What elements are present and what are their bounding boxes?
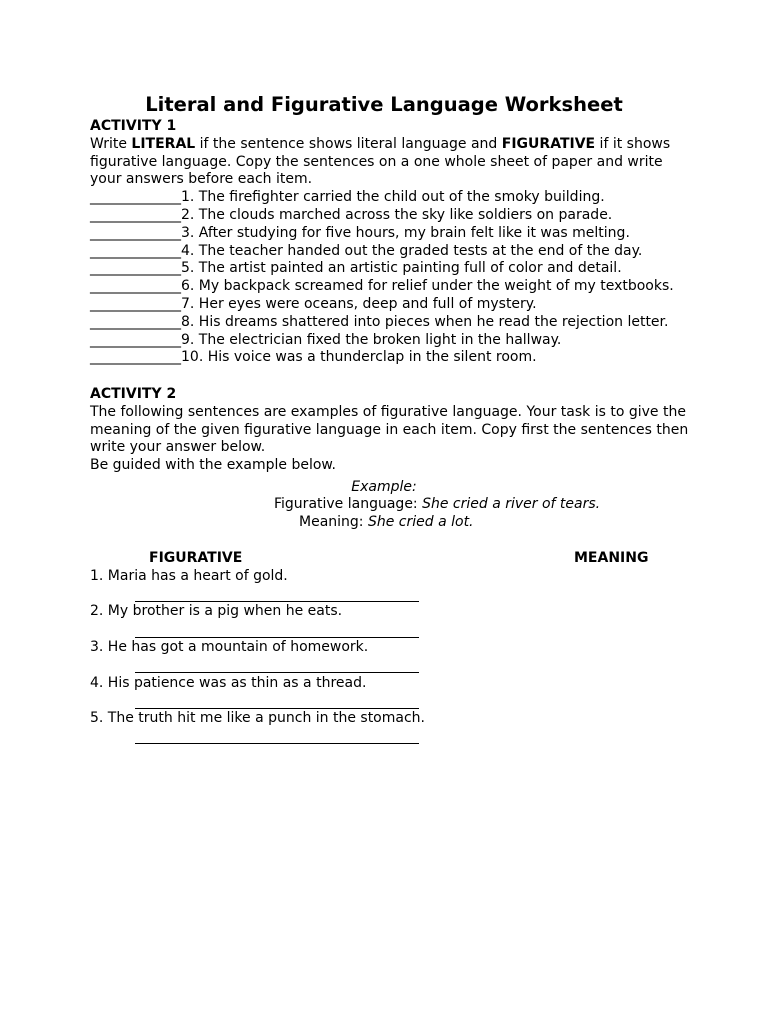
answer-blank: _____________	[90, 349, 181, 366]
activity-2-heading: ACTIVITY 2	[90, 386, 177, 402]
activity-2-item: 4. His patience was as thin as a thread.	[90, 675, 367, 691]
item-sentence: 4. The teacher handed out the graded tests at the end of the day.	[181, 242, 643, 259]
literal-keyword: LITERAL	[131, 135, 196, 152]
example-label: Example:	[351, 479, 417, 495]
activity-2-instructions: The following sentences are examples of figurative language. Your task is to give the meaning of the given figurative language in each item. Copy first the sentences then write your answer below.	[90, 403, 689, 456]
activity-1-item	[90, 207, 690, 225]
activity-2-guide: Be guided with the example below.	[90, 457, 337, 474]
example-figurative	[274, 496, 600, 514]
answer-blank: _____________	[90, 260, 181, 277]
item-sentence: 1. The firefighter carried the child out of the smoky building.	[181, 189, 605, 206]
activity-2-item: 1. Maria has a heart of gold.	[90, 568, 288, 584]
example-meaning-label: Meaning:	[299, 514, 368, 530]
item-sentence: 5. The artist painted an artistic painting full of color and detail.	[181, 260, 622, 277]
activity-1-item	[90, 189, 690, 207]
example-figurative-value: She cried a river of tears.	[422, 496, 601, 512]
answer-blank: _____________	[90, 206, 181, 223]
answer-blank: _____________	[90, 331, 181, 348]
instructions-text: if it shows figurative language. Copy the sentences on a one whole sheet of paper and write your answers before each item.	[90, 135, 671, 188]
answer-blank: _____________	[90, 224, 181, 241]
meaning-column-header: MEANING	[574, 550, 649, 566]
activity-1-item	[90, 349, 690, 367]
answer-line	[135, 708, 419, 709]
answer-blank: _____________	[90, 295, 181, 312]
answer-blank: _____________	[90, 278, 181, 295]
activity-1-item-list	[90, 189, 690, 367]
activity-2-item: 5. The truth hit me like a punch in the stomach.	[90, 710, 425, 726]
instructions-text: Write	[90, 135, 132, 152]
activity-2-item: 2. My brother is a pig when he eats.	[90, 603, 343, 619]
activity-1-item	[90, 278, 690, 296]
answer-line	[135, 672, 419, 673]
item-sentence: 10. His voice was a thunderclap in the silent room.	[181, 349, 537, 366]
activity-1-instructions	[90, 136, 690, 189]
answer-line	[135, 743, 419, 744]
activity-1-item	[90, 260, 690, 278]
item-sentence: 3. After studying for five hours, my brain felt like it was melting.	[181, 224, 630, 241]
answer-line	[135, 637, 419, 638]
answer-blank: _____________	[90, 189, 181, 206]
activity-1-item	[90, 332, 690, 350]
answer-blank: _____________	[90, 313, 181, 330]
activity-1-heading: ACTIVITY 1	[90, 118, 177, 134]
item-sentence: 8. His dreams shattered into pieces when he read the rejection letter.	[181, 313, 669, 330]
item-sentence: 9. The electrician fixed the broken light in the hallway.	[181, 331, 562, 348]
activity-2-item: 3. He has got a mountain of homework.	[90, 639, 369, 655]
activity-2-section	[90, 386, 690, 475]
answer-line	[135, 601, 419, 602]
activity-1-item	[90, 225, 690, 243]
activity-1-item	[90, 296, 690, 314]
activity-1-item	[90, 314, 690, 332]
item-sentence: 2. The clouds marched across the sky like soldiers on parade.	[181, 206, 613, 223]
activity-1-item	[90, 243, 690, 261]
figurative-keyword: FIGURATIVE	[501, 135, 596, 152]
item-sentence: 7. Her eyes were oceans, deep and full of mystery.	[181, 295, 537, 312]
worksheet-title: Literal and Figurative Language Worksheet	[145, 93, 623, 116]
instructions-text: if the sentence shows literal language and	[195, 135, 502, 152]
figurative-column-header: FIGURATIVE	[149, 550, 243, 566]
example-meaning-value: She cried a lot.	[367, 514, 474, 530]
activity-1-section	[90, 118, 690, 367]
example-figurative-label: Figurative language:	[274, 496, 423, 512]
example-meaning	[299, 514, 474, 532]
answer-blank: _____________	[90, 242, 181, 259]
item-sentence: 6. My backpack screamed for relief under the weight of my textbooks.	[181, 278, 674, 295]
